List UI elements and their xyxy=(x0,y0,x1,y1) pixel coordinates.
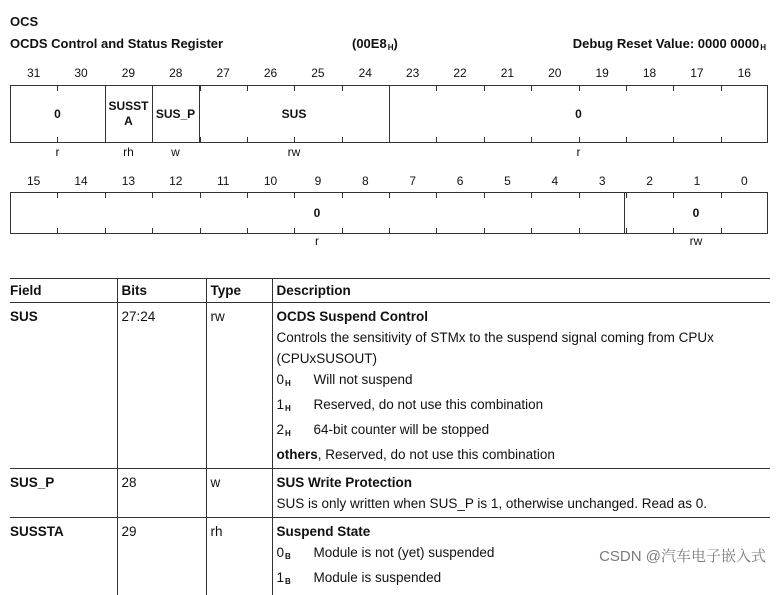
bit-number: 5 xyxy=(492,174,522,188)
description-title: SUS Write Protection xyxy=(277,472,767,493)
enum-item xyxy=(277,419,767,444)
bit-number: 9 xyxy=(303,174,333,188)
bit-number: 29 xyxy=(113,66,143,80)
enum-item xyxy=(277,394,767,419)
enum-key: 0 xyxy=(277,545,285,560)
register-short-name: OCS xyxy=(10,14,38,29)
bit-number: 21 xyxy=(492,66,522,80)
bit-number: 17 xyxy=(682,66,712,80)
others-text: , Reserved, do not use this combination xyxy=(318,447,555,462)
register-address xyxy=(352,36,398,52)
bit-number: 13 xyxy=(113,174,143,188)
field-type: r xyxy=(389,145,768,159)
bit-number: 25 xyxy=(303,66,333,80)
field-type: r xyxy=(10,145,105,159)
enum-key: 1 xyxy=(277,397,285,412)
bit-number: 28 xyxy=(161,66,191,80)
watermark: CSDN @汽车电子嵌入式 xyxy=(599,545,766,566)
bit-number: 14 xyxy=(66,174,96,188)
reset-subscript: H xyxy=(760,43,766,52)
field-sus: SUS xyxy=(199,85,389,143)
table-row xyxy=(10,469,770,518)
bit-number: 30 xyxy=(66,66,96,80)
column-header-field: Field xyxy=(10,279,117,303)
address-subscript: H xyxy=(388,43,394,52)
enum-text: Module is suspended xyxy=(314,567,442,592)
row-type: rh xyxy=(206,518,272,595)
bit-number: 12 xyxy=(161,174,191,188)
bit-number: 27 xyxy=(208,66,238,80)
table-header-row xyxy=(10,279,770,303)
row-bits: 27:24 xyxy=(117,303,206,469)
row-description xyxy=(272,303,770,469)
table-row xyxy=(10,303,770,469)
enum-others xyxy=(277,444,767,465)
enum-key: 0 xyxy=(277,372,285,387)
bit-number: 2 xyxy=(635,174,665,188)
enum-sub: H xyxy=(285,379,291,388)
reset-value xyxy=(573,36,766,52)
row-bits: 28 xyxy=(117,469,206,518)
row-type: rw xyxy=(206,303,272,469)
address-value: (00E8 xyxy=(352,36,387,51)
column-header-bits: Bits xyxy=(117,279,206,303)
field-type: rw xyxy=(624,234,768,248)
column-header-type: Type xyxy=(206,279,272,303)
field-reserved-23-16: 0 xyxy=(389,85,768,143)
bit-number: 26 xyxy=(256,66,286,80)
bit-number: 18 xyxy=(635,66,665,80)
bit-number: 20 xyxy=(540,66,570,80)
description-title: OCDS Suspend Control xyxy=(277,306,767,327)
enum-item xyxy=(277,369,767,394)
bit-number: 0 xyxy=(729,174,759,188)
row-field: SUS xyxy=(10,303,117,469)
bit-number: 31 xyxy=(19,66,49,80)
field-reserved-15-2: 0 xyxy=(10,192,624,234)
bit-number: 10 xyxy=(256,174,286,188)
enum-sub: B xyxy=(285,552,291,561)
enum-text: Will not suspend xyxy=(314,369,413,394)
enum-text: Module is not (yet) suspended xyxy=(314,542,495,567)
enum-key: 1 xyxy=(277,570,285,585)
row-bits: 29 xyxy=(117,518,206,595)
column-header-description: Description xyxy=(272,279,770,303)
address-close: ) xyxy=(393,36,397,51)
row-description xyxy=(272,469,770,518)
enum-sub: H xyxy=(285,429,291,438)
bit-number: 3 xyxy=(587,174,617,188)
field-reserved-31-30: 0 xyxy=(10,85,105,143)
bit-number: 24 xyxy=(350,66,380,80)
enum-text: 64-bit counter will be stopped xyxy=(314,419,490,444)
bit-number: 11 xyxy=(208,174,238,188)
reset-value-text: Debug Reset Value: 0000 0000 xyxy=(573,36,759,51)
bit-number: 19 xyxy=(587,66,617,80)
field-reserved-1-0: 0 xyxy=(624,192,768,234)
field-type: r xyxy=(10,234,624,248)
enum-sub: B xyxy=(285,577,291,586)
enum-item xyxy=(277,567,767,592)
enum-sub: H xyxy=(285,404,291,413)
bit-number: 8 xyxy=(350,174,380,188)
enum-key: 2 xyxy=(277,422,285,437)
field-sus-p: SUS_P xyxy=(152,85,199,143)
bit-number: 1 xyxy=(682,174,712,188)
bit-number: 15 xyxy=(19,174,49,188)
enum-text: Reserved, do not use this combination xyxy=(314,394,544,419)
others-key: others xyxy=(277,447,318,462)
row-field: SUSSTA xyxy=(10,518,117,595)
register-long-name: OCDS Control and Status Register xyxy=(10,36,223,51)
description-title: Suspend State xyxy=(277,521,767,542)
field-type: rh xyxy=(105,145,152,159)
row-field: SUS_P xyxy=(10,469,117,518)
bit-number: 23 xyxy=(398,66,428,80)
field-type: rw xyxy=(199,145,389,159)
description-text: Controls the sensitivity of STMx to the suspend signal coming from CPUx (CPUxSUSOUT) xyxy=(277,327,767,369)
bit-number: 6 xyxy=(445,174,475,188)
bit-number: 7 xyxy=(398,174,428,188)
field-type: w xyxy=(152,145,199,159)
row-type: w xyxy=(206,469,272,518)
bit-number: 16 xyxy=(729,66,759,80)
bit-number: 4 xyxy=(540,174,570,188)
description-text: SUS is only written when SUS_P is 1, otherwise unchanged. Read as 0. xyxy=(277,493,767,514)
bit-number: 22 xyxy=(445,66,475,80)
field-sussta: SUSST A xyxy=(105,85,152,143)
